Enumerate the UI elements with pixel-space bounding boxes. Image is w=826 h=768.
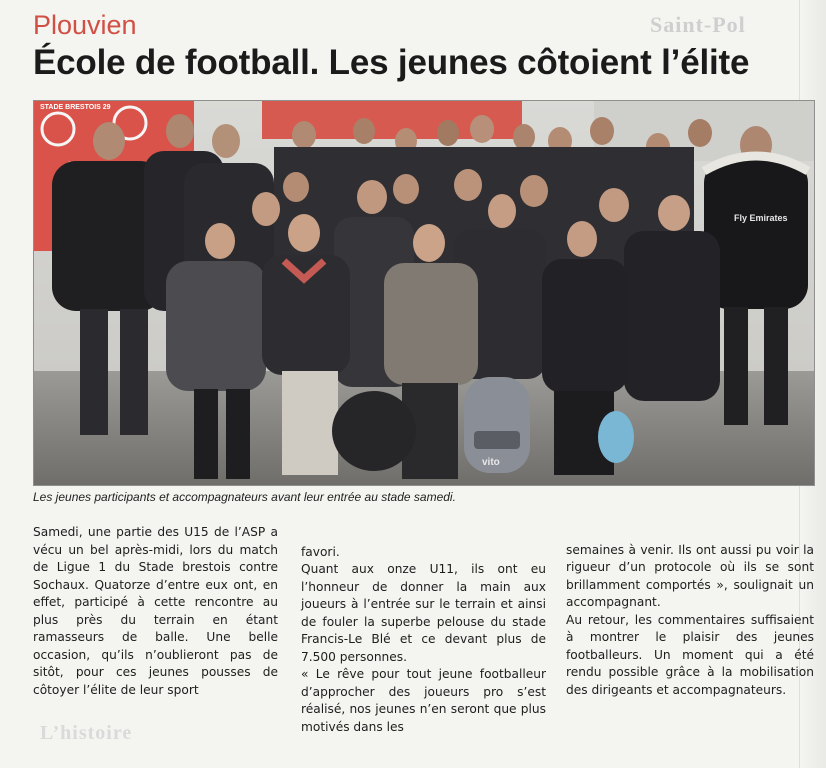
photo-caption: Les jeunes participants et accompagnateurs avant leur entrée au stade samedi. xyxy=(33,490,456,504)
bag-brand-text: vito xyxy=(482,457,500,468)
article-kicker: Plouvien xyxy=(33,10,137,40)
bleed-heading-bottom: L’histoire xyxy=(40,722,133,744)
article-column-2-text: favori. Quant aux onze U11, ils ont eu l’honneur de donner la main aux joueurs à l’entrée sur le terrain et ainsi de fouler la superbe pelouse du stade Francis-Le Blé et ce devant plus de 7.500 personnes. « Le rêve pour tout jeune footballeur d’approcher des joueurs pro s’est réalisé, nos jeunes n’en seront que plus motivés dans les xyxy=(301,544,546,734)
team-photo xyxy=(33,100,815,486)
team-photo-illustration xyxy=(34,101,814,485)
article-column-2 xyxy=(301,526,546,736)
article-column-3-text: semaines à venir. Ils ont aussi pu voir la rigueur d’un protocole où ils se sont brillamment comportés », soulignait un accompagnant. Au retour, les commentaires suffisaient à montrer le plaisir des jeunes footballeurs. Un moment qui a été rendu possible grâce à la mobilisation des dirigeants et accompagnateurs. xyxy=(566,542,814,697)
jacket-sponsor-text: Fly Emirates xyxy=(734,213,788,223)
wall-logo-text: STADE BRESTOIS 29 xyxy=(40,104,111,111)
bleed-heading-top: Saint-Pol xyxy=(650,12,746,37)
article-column-3 xyxy=(566,524,814,699)
article-headline: École de football. Les jeunes côtoient l’élite xyxy=(33,43,750,82)
article-column-1: Samedi, une partie des U15 de l’ASP a vécu un bel après-midi, lors du match de Ligue 1 du Stade brestois contre Sochaux. Quatorze d’entre eux ont, en effet, participé à cette rencontre au plus près du terrain en étant ramasseurs de balle. Une belle occasion, qu’ils n’oublieront pas de sitôt, pour ces jeunes pousses de côtoyer l’élite de leur sport xyxy=(33,525,278,697)
